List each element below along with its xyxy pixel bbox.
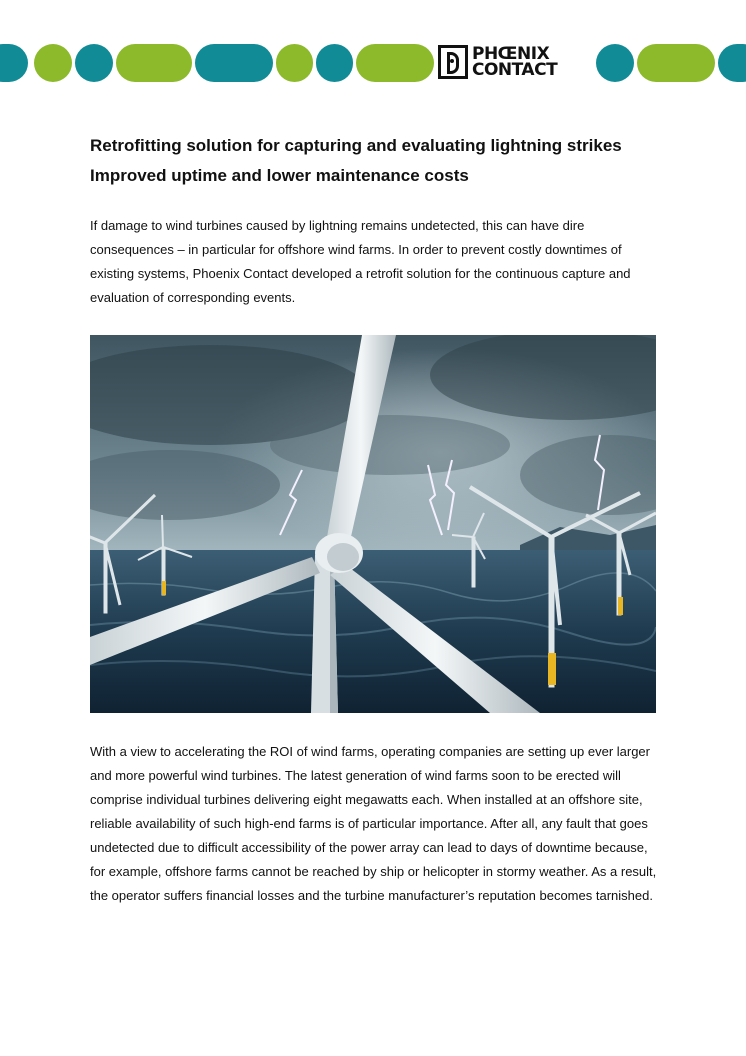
green-pill [637,44,715,82]
wind-farm-photo [90,335,656,713]
title-line-2: Improved uptime and lower maintenance costs [90,166,469,185]
intro-paragraph: If damage to wind turbines caused by lightning remains undetected, this can have dire consequences – in particular for offshore wind farms. In order to prevent costly downtimes of existing systems, Phoenix Contact developed a retrofit solution for the continuous capture and evaluation of corresponding events. [90,218,631,305]
article-title [90,131,670,191]
teal-dot [75,44,113,82]
header-decoration [0,44,746,82]
title-line-1: Retrofitting solution for capturing and evaluating lightning strikes [90,136,622,155]
green-pill [356,44,434,82]
teal-dot [718,44,746,82]
logo-wordmark [472,46,557,78]
teal-pill [195,44,273,82]
logo-line-2: CONTACT [472,60,558,80]
teal-dot [596,44,634,82]
logo-mark-icon [438,45,468,79]
company-logo [438,41,594,83]
teal-dot [0,44,28,82]
teal-dot [316,44,353,82]
green-dot [34,44,72,82]
body-paragraph: With a view to accelerating the ROI of wind farms, operating companies are setting up ever larger and more powerful wind turbines. The latest generation of wind farms soon to be erected will comprise individual turbines delivering eight megawatts each. When installed at an offshore site, reliable availability of such high-end farms is of particular importance. After all, any fault that goes undetected due to difficult accessibility of the power array can lead to days of downtime because, for example, offshore farms cannot be reached by ship or helicopter in stormy weather. As a result, the operator suffers financial losses and the turbine manufacturer’s reputation becomes tarnished. [90,744,657,903]
logo-line-1: PHŒNIX [472,44,550,64]
green-dot [276,44,313,82]
green-pill [116,44,192,82]
